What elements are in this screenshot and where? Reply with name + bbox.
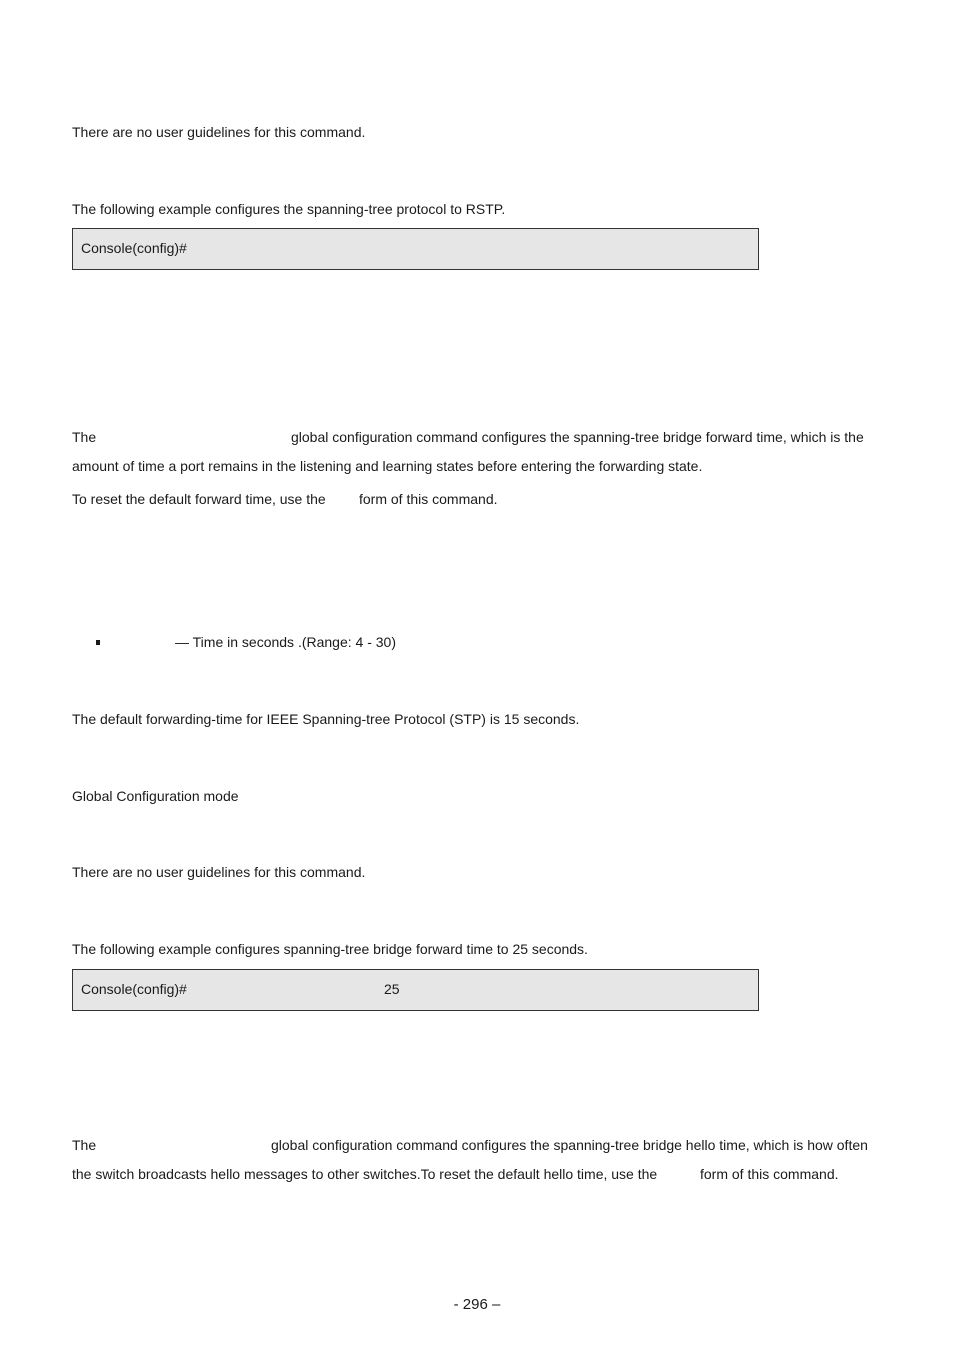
forward-time-desc-line2: amount of time a port remains in the listening and learning states before entering the forwarding state. — [72, 458, 703, 474]
forward-time-guidelines-text: There are no user guidelines for this command. — [72, 864, 366, 880]
forward-time-desc-lead: The — [72, 429, 97, 445]
mode-example-prompt: Console(config)# — [81, 240, 187, 256]
hello-time-desc-lead: The — [72, 1137, 97, 1153]
mode-example-intro: The following example configures the spanning-tree protocol to RSTP. — [72, 201, 506, 217]
mode-guidelines-text: There are no user guidelines for this command. — [72, 124, 366, 140]
forward-time-example-intro: The following example configures spanning-tree bridge forward time to 25 seconds. — [72, 941, 588, 957]
forward-time-mode-text: Global Configuration mode — [72, 788, 239, 804]
hello-time-desc-line2a: the switch broadcasts hello messages to other switches.To reset the default hello time, use the — [72, 1166, 658, 1182]
hello-time-desc-line2b: form of this command. — [700, 1166, 839, 1182]
forward-time-example-code-box — [72, 969, 759, 1011]
page-number: - 296 – — [453, 1296, 501, 1313]
param-bullet — [96, 640, 100, 645]
forward-time-example-prompt: Console(config)# — [81, 981, 187, 997]
forward-time-reset-rest: form of this command. — [359, 491, 498, 507]
forward-time-default-text: The default forwarding-time for IEEE Spanning-tree Protocol (STP) is 15 seconds. — [72, 711, 580, 727]
mode-example-code-box — [72, 228, 759, 270]
forward-time-reset-lead: To reset the default forward time, use the — [72, 491, 326, 507]
forward-time-example-value: 25 — [384, 981, 400, 997]
forward-time-desc-rest: global configuration command configures the spanning-tree bridge forward time, which is the — [291, 429, 864, 445]
hello-time-desc-rest: global configuration command configures the spanning-tree bridge hello time, which is how often — [271, 1137, 868, 1153]
forward-time-param-desc: — Time in seconds .(Range: 4 - 30) — [175, 634, 396, 650]
